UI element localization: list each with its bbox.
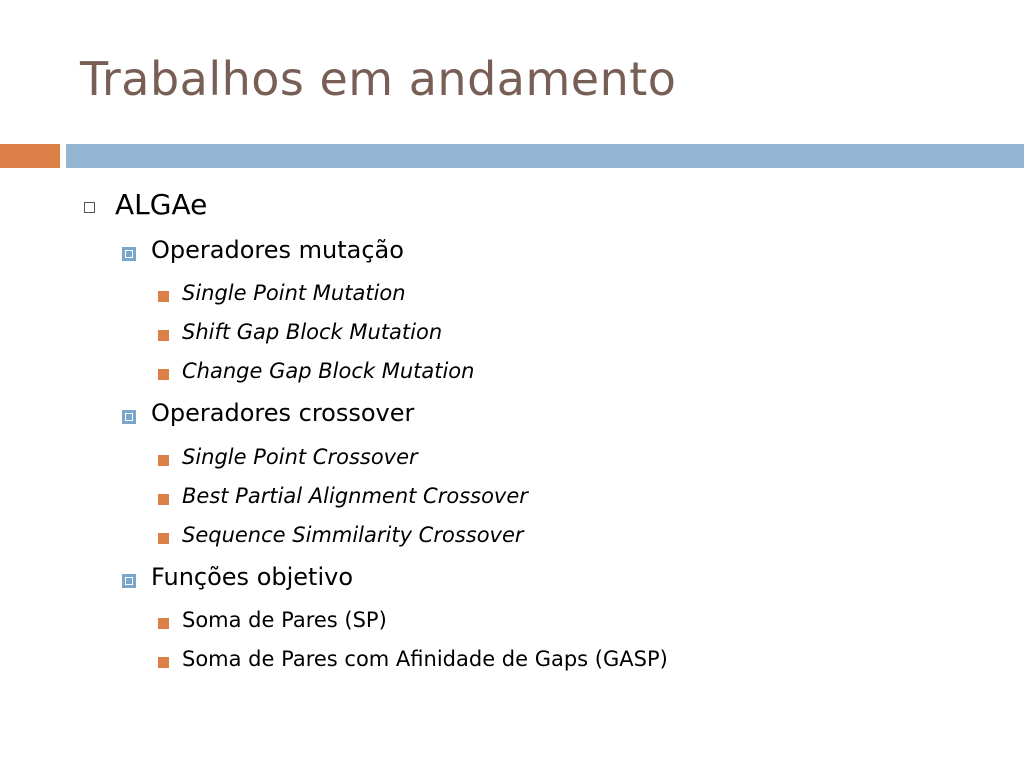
- filled-square-bullet-icon: [158, 330, 169, 341]
- framed-square-bullet-icon: [122, 410, 136, 424]
- bullet-text: Shift Gap Block Mutation: [182, 320, 443, 344]
- slide-title: Trabalhos em andamento: [80, 52, 677, 106]
- bullet-text: Soma de Pares com Afinidade de Gaps (GASP): [182, 647, 668, 671]
- bullet-text: Sequence Simmilarity Crossover: [182, 523, 524, 547]
- bullet-text: Change Gap Block Mutation: [182, 359, 475, 383]
- bullet-text: Single Point Crossover: [182, 445, 418, 469]
- bullet-text: Single Point Mutation: [182, 281, 406, 305]
- filled-square-bullet-icon: [158, 618, 169, 629]
- filled-square-bullet-icon: [158, 657, 169, 668]
- filled-square-bullet-icon: [158, 533, 169, 544]
- filled-square-bullet-icon: [158, 291, 169, 302]
- filled-square-bullet-icon: [158, 369, 169, 380]
- bullet-text: Best Partial Alignment Crossover: [182, 484, 528, 508]
- hollow-square-bullet-icon: [84, 202, 95, 213]
- bullet-text: Soma de Pares (SP): [182, 608, 387, 632]
- bullet-text: Funções objetivo: [151, 563, 354, 591]
- framed-square-bullet-icon: [122, 574, 136, 588]
- bullet-text: ALGAe: [115, 188, 208, 221]
- filled-square-bullet-icon: [158, 494, 169, 505]
- bullet-text: Operadores mutação: [151, 236, 404, 264]
- framed-square-bullet-icon: [122, 247, 136, 261]
- bullet-text: Operadores crossover: [151, 399, 415, 427]
- filled-square-bullet-icon: [158, 455, 169, 466]
